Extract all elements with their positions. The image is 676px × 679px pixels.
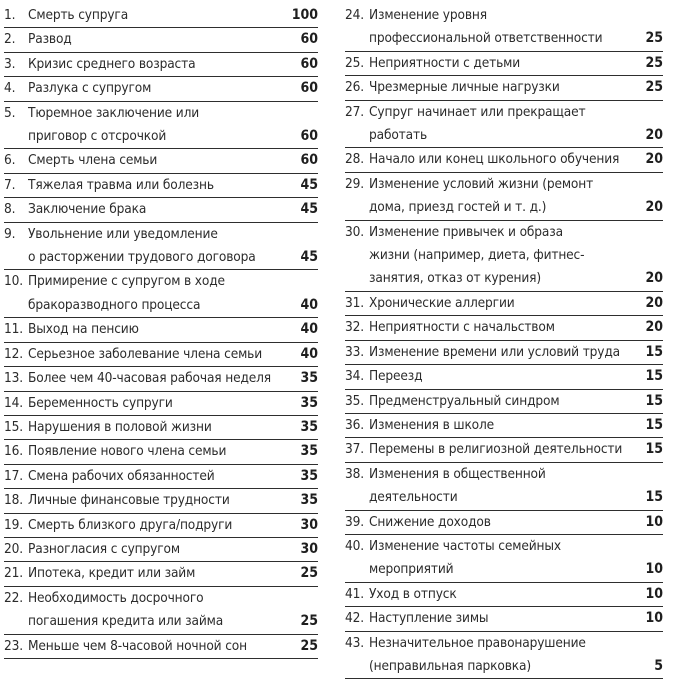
event-row [4,538,318,562]
event-number: 37. [345,441,364,458]
event-description [369,316,629,339]
event-description-line: Беременность супруги [28,394,173,411]
event-row [4,149,318,173]
event-number: 15. [4,418,23,435]
event-score: 40 [300,345,318,362]
event-number: 14. [4,394,23,411]
event-description-line: Кризис среднего возраста [28,55,196,72]
event-description-line: Хронические аллергии [369,294,515,311]
event-row [345,511,663,535]
event-description-line: работать [369,127,428,144]
event-number: 27. [345,103,364,120]
event-description-line: погашения кредита или займа [28,613,224,630]
event-description [369,148,629,171]
event-number: 16. [4,443,23,460]
event-row [4,465,318,489]
event-description [28,343,284,366]
event-row [4,416,318,440]
event-description-line: Необходимость досрочного [28,589,204,606]
event-description-line: Супруг начинает или прекращает [369,103,586,120]
event-score: 30 [300,516,318,533]
event-score: 10 [645,561,663,578]
event-number: 18. [4,492,23,509]
event-row [345,4,663,52]
event-description [28,416,284,439]
event-description [369,414,629,437]
event-score: 5 [654,657,663,674]
event-row [4,28,318,52]
event-score: 25 [300,637,318,654]
event-description [369,292,629,315]
event-description [28,367,284,390]
event-score: 60 [300,128,318,145]
event-number: 10. [4,273,23,290]
event-row [345,76,663,100]
event-score: 60 [300,55,318,72]
event-description-line: Ипотека, кредит или займ [28,565,196,582]
event-number: 3. [4,55,16,72]
event-description-line: Начало или конец школьного обучения [369,151,620,168]
event-description-line: дома, приезд гостей и т. д.) [369,199,547,216]
event-description-line: Появление нового члена семьи [28,443,227,460]
event-row [4,440,318,464]
event-number: 43. [345,634,364,651]
event-row [4,367,318,391]
event-description-line: профессиональной ответственности [369,30,603,47]
event-description [369,4,629,51]
event-row [345,632,663,679]
event-row [345,463,663,511]
event-description-line: Предменструальный синдром [369,392,560,409]
event-description-line: Личные финансовые трудности [28,492,230,509]
event-description-line: Разлука с супругом [28,80,152,97]
event-description [28,4,284,27]
event-row [4,587,318,635]
event-score: 45 [300,176,318,193]
event-row [345,607,663,631]
events-list-right [345,4,663,679]
event-description [369,221,629,291]
event-description-line: Изменения в школе [369,416,495,433]
event-description-line: Смерть близкого друга/подруги [28,516,233,533]
event-score: 60 [300,80,318,97]
event-description-line: Перемены в религиозной деятельности [369,441,623,458]
event-number: 23. [4,637,23,654]
event-number: 1. [4,7,16,23]
event-number: 36. [345,416,364,433]
event-row [4,53,318,77]
event-number: 7. [4,176,16,193]
event-score: 10 [645,585,663,602]
event-description-line: Неприятности с начальством [369,319,555,336]
event-description [28,562,284,585]
event-row [4,198,318,222]
event-row [345,390,663,414]
event-description [28,465,284,488]
event-description-line: Переезд [369,368,423,385]
event-description [28,318,284,341]
event-description [369,52,629,75]
event-number: 19. [4,516,23,533]
event-description-line: Изменение привычек и образа [369,223,563,240]
event-number: 20. [4,540,23,557]
event-description-line: Чрезмерные личные нагрузки [369,79,560,96]
event-row [4,514,318,538]
event-score: 20 [645,199,663,216]
event-row [4,489,318,513]
event-row [345,438,663,462]
event-score: 20 [645,151,663,168]
event-description [28,440,284,463]
event-description-line: жизни (например, диета, фитнес- [369,247,585,264]
event-score: 35 [300,443,318,460]
event-row [345,535,663,583]
event-description-line: Наступление зимы [369,610,489,627]
event-description-line: Более чем 40-часовая рабочая неделя [28,370,272,387]
event-description-line: (неправильная парковка) [369,657,532,674]
event-description [28,587,284,634]
event-description [28,77,284,100]
event-number: 34. [345,368,364,385]
event-score: 20 [645,127,663,144]
event-description [28,270,284,317]
event-description-line: бракоразводного процесса [28,296,201,313]
event-description [369,632,629,679]
event-description [369,463,629,510]
event-description [369,583,629,606]
event-row [4,223,318,271]
event-score: 15 [645,343,663,360]
event-row [345,365,663,389]
event-description [28,102,284,149]
event-description-line: Тюремное заключение или [28,104,200,121]
event-description [369,173,629,220]
event-description [28,538,284,561]
event-score: 40 [300,321,318,338]
event-description [369,438,629,461]
event-number: 31. [345,294,364,311]
event-score: 10 [645,610,663,627]
event-number: 8. [4,201,16,218]
event-number: 40. [345,537,364,554]
event-description-line: Уход в отпуск [369,585,457,602]
event-description [369,365,629,388]
event-score: 35 [300,467,318,484]
event-row [4,4,318,28]
event-description-line: Изменение уровня [369,7,487,23]
event-row [4,343,318,367]
event-description-line: Меньше чем 8-часовой ночной сон [28,637,247,654]
event-row [345,148,663,172]
event-description-line: Изменение времени или условий труда [369,343,621,360]
event-description-line: Развод [28,31,72,48]
event-description-line: деятельности [369,489,458,506]
event-score: 35 [300,370,318,387]
event-description-line: Смена рабочих обязанностей [28,467,215,484]
event-description [28,28,284,51]
event-description-line: Изменения в общественной [369,465,546,482]
event-number: 41. [345,585,364,602]
event-description [28,635,284,658]
event-score: 25 [645,54,663,71]
event-number: 21. [4,565,23,582]
event-score: 60 [300,31,318,48]
event-description [28,198,284,221]
event-score: 20 [645,294,663,311]
event-description-line: о расторжении трудового договора [28,249,256,266]
event-score: 35 [300,394,318,411]
event-description [28,149,284,172]
event-row [4,270,318,318]
event-row [4,562,318,586]
event-row [4,102,318,150]
event-number: 22. [4,589,23,606]
event-number: 33. [345,343,364,360]
event-row [345,583,663,607]
events-list-left [4,4,318,659]
event-score: 30 [300,540,318,557]
event-description-line: Изменение частоты семейных [369,537,561,554]
event-score: 15 [645,368,663,385]
event-description-line: Заключение брака [28,201,147,218]
event-score: 20 [645,319,663,336]
event-description-line: мероприятий [369,561,454,578]
event-number: 35. [345,392,364,409]
event-description-line: Примирение с супругом в ходе [28,273,225,290]
event-description-line: Нарушения в половой жизни [28,418,212,435]
event-score: 10 [645,513,663,530]
event-description-line: Смерть супруга [28,7,129,23]
event-row [345,292,663,316]
event-description-line: Увольнение или уведомление [28,225,218,242]
event-score: 40 [300,296,318,313]
event-row [345,341,663,365]
event-number: 11. [4,321,23,338]
event-number: 12. [4,345,23,362]
event-score: 15 [645,392,663,409]
event-description-line: Изменение условий жизни (ремонт [369,175,594,192]
event-number: 9. [4,225,16,242]
event-description [369,535,629,582]
event-row [345,52,663,76]
event-row [4,174,318,198]
event-number: 5. [4,104,16,121]
event-row [345,414,663,438]
event-number: 13. [4,370,23,387]
event-description-line: Незначительное правонарушение [369,634,586,651]
event-description [369,607,629,630]
event-description [28,514,284,537]
event-number: 25. [345,54,364,71]
event-score: 35 [300,418,318,435]
event-description [369,101,629,148]
event-description [369,390,629,413]
event-score: 15 [645,441,663,458]
event-description [369,511,629,534]
event-score: 25 [645,30,663,47]
event-row [4,77,318,101]
event-number: 6. [4,152,16,169]
event-description-line: Тяжелая травма или болезнь [28,176,214,193]
event-row [4,635,318,659]
event-description [28,174,284,197]
event-score: 35 [300,492,318,509]
event-description [28,53,284,76]
event-row [4,318,318,342]
event-number: 38. [345,465,364,482]
event-score: 45 [300,201,318,218]
event-score: 45 [300,249,318,266]
event-score: 100 [291,7,318,23]
event-description [28,392,284,415]
event-number: 42. [345,610,364,627]
event-description [28,489,284,512]
event-description-line: Смерть члена семьи [28,152,158,169]
event-description-line: Неприятности с детьми [369,54,521,71]
event-score: 15 [645,416,663,433]
event-number: 26. [345,79,364,96]
event-score: 25 [300,565,318,582]
event-row [345,101,663,149]
event-number: 17. [4,467,23,484]
event-number: 2. [4,31,16,48]
event-number: 30. [345,223,364,240]
event-description-line: занятия, отказ от курения) [369,270,541,287]
event-score: 25 [645,79,663,96]
event-row [345,173,663,221]
event-score: 20 [645,270,663,287]
event-number: 4. [4,80,16,97]
event-number: 24. [345,7,364,23]
event-score: 60 [300,152,318,169]
event-number: 39. [345,513,364,530]
event-description-line: Серьезное заболевание члена семьи [28,345,263,362]
event-description [369,76,629,99]
event-number: 32. [345,319,364,336]
event-row [345,316,663,340]
event-description [28,223,284,270]
event-row [4,392,318,416]
event-score: 15 [645,489,663,506]
event-description-line: Разногласия с супругом [28,540,180,557]
event-number: 28. [345,151,364,168]
event-description [369,341,629,364]
event-description-line: Снижение доходов [369,513,491,530]
event-description-line: Выход на пенсию [28,321,139,338]
event-score: 25 [300,613,318,630]
event-row [345,221,663,292]
event-number: 29. [345,175,364,192]
event-description-line: приговор с отсрочкой [28,128,167,145]
